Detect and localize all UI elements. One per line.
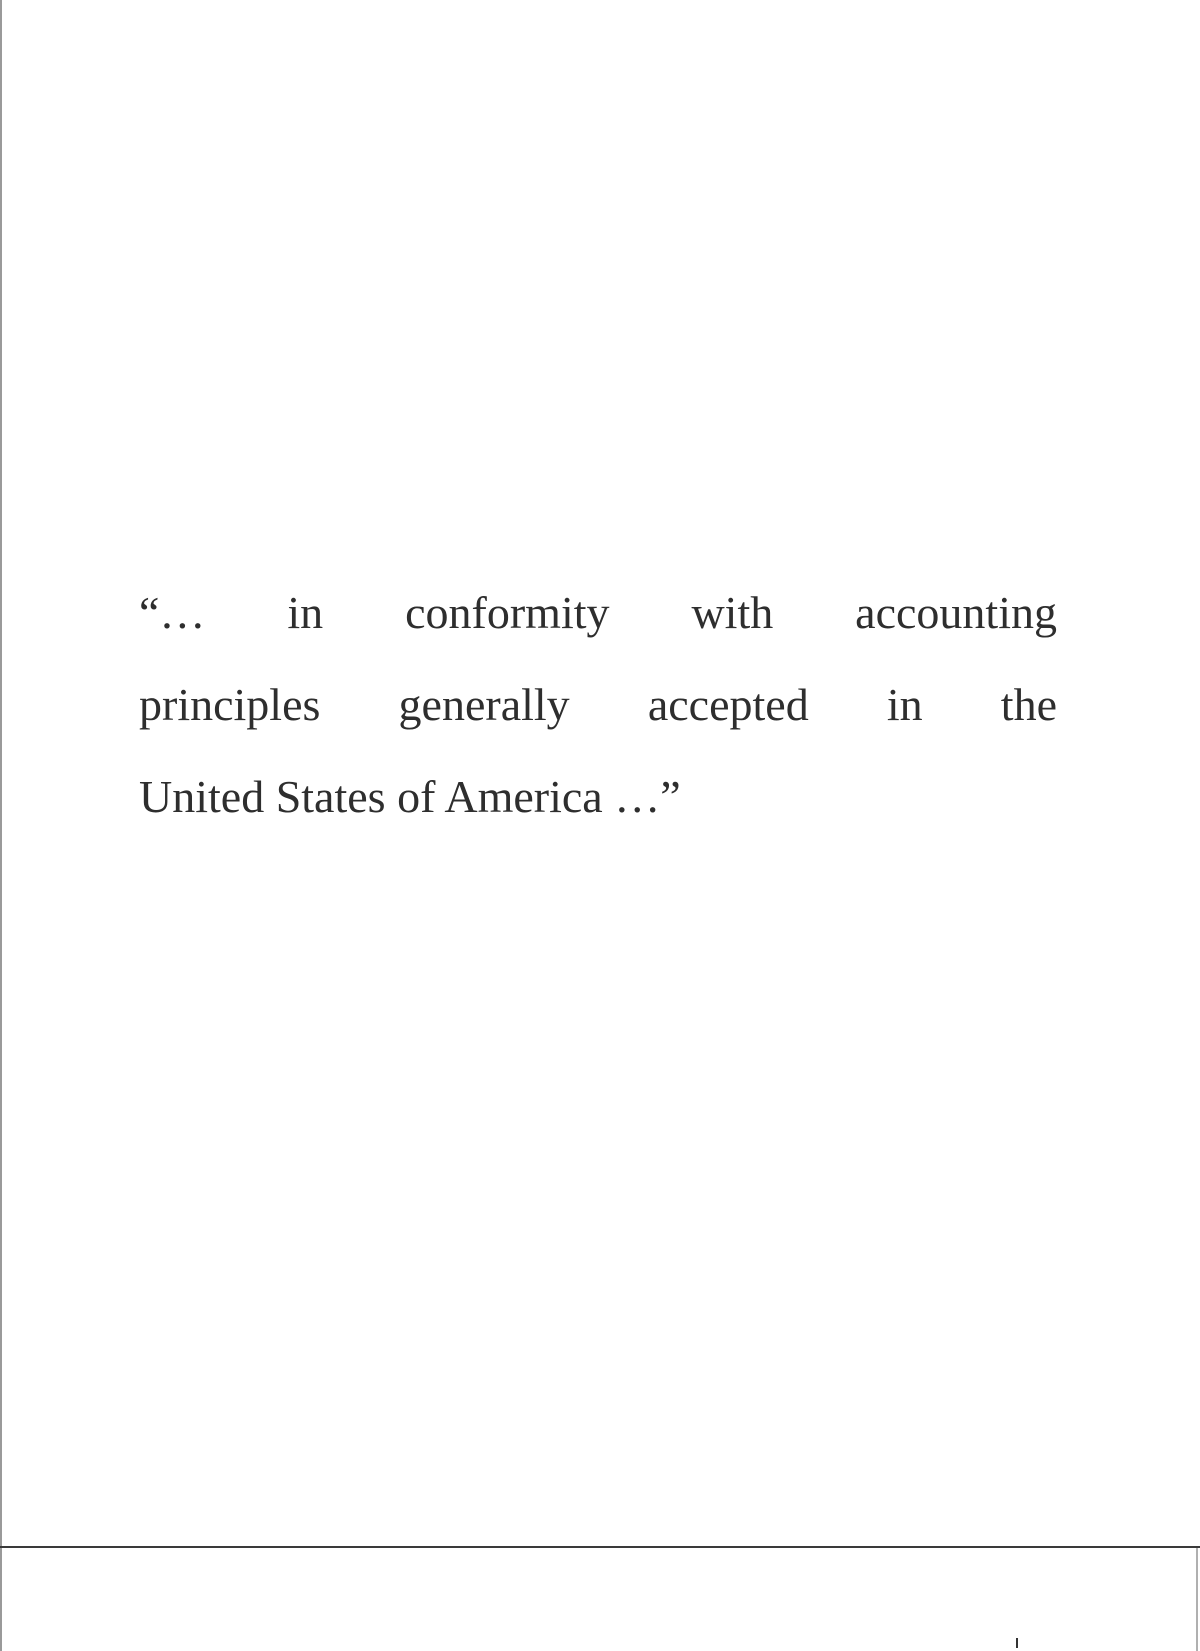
- scan-artifact-mark: [1016, 1638, 1018, 1648]
- quote-line-1: “… in conformity with accounting: [139, 587, 1057, 638]
- quote-text: [139, 567, 1057, 843]
- quote-line-3: United States of America …”: [139, 771, 681, 822]
- scan-left-edge: [0, 0, 2, 1651]
- quote-line-2: principles generally accepted in the: [139, 679, 1057, 730]
- scan-right-edge: [1196, 1548, 1198, 1651]
- scan-bottom-rule: [0, 1546, 1200, 1548]
